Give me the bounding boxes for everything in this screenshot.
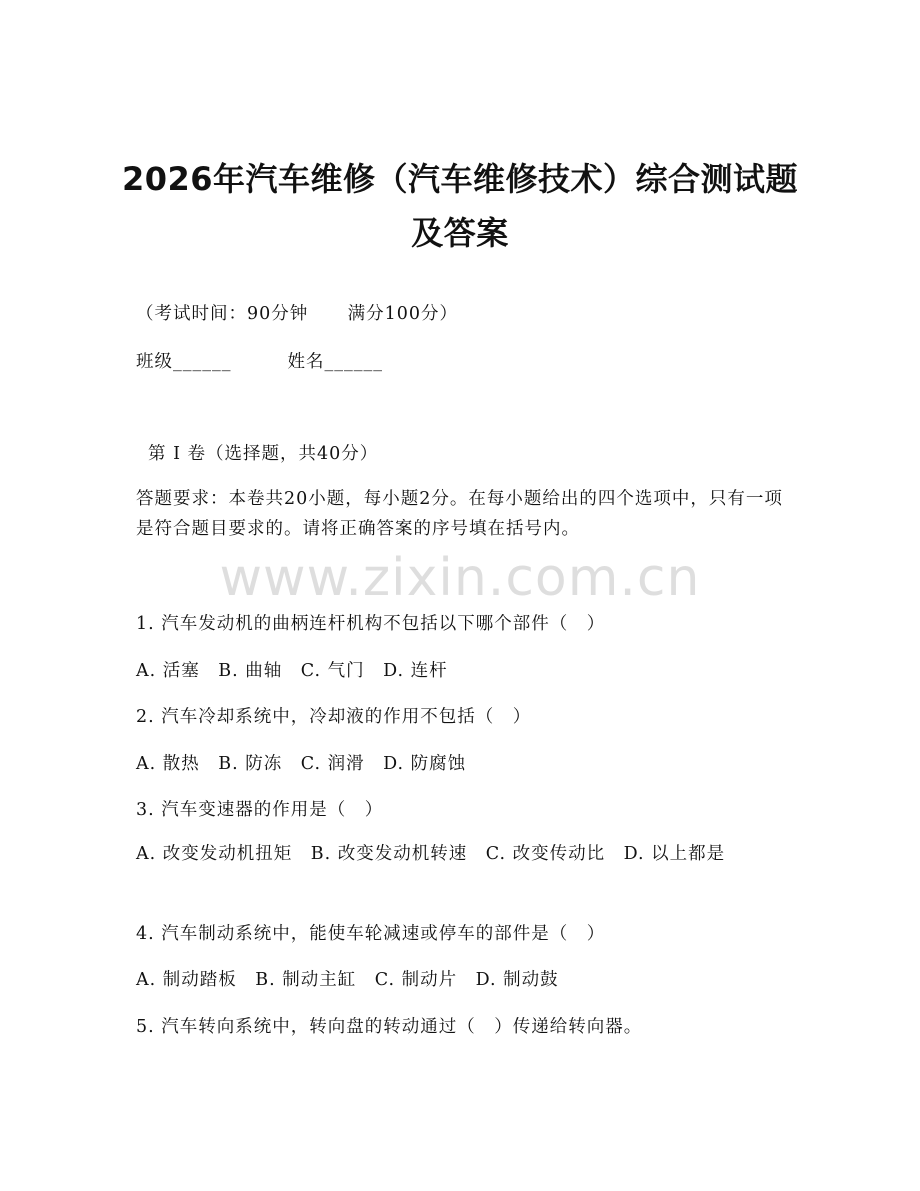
question-1: 1. 汽车发动机的曲柄连杆机构不包括以下哪个部件（ ） [136,614,606,634]
instructions: 答题要求：本卷共20小题，每小题2分。在每小题给出的四个选项中，只有一项是符合题目要求的。请将正确答案的序号填在括号内。 [136,489,783,539]
question-1-options: A. 活塞 B. 曲轴 C. 气门 D. 连杆 [136,661,448,681]
question-2: 2. 汽车冷却系统中，冷却液的作用不包括（ ） [136,707,532,727]
question-4: 4. 汽车制动系统中，能使车轮减速或停车的部件是（ ） [136,924,606,944]
question-3-options: A. 改变发动机扭矩 B. 改变发动机转速 C. 改变传动比 D. 以上都是 [136,844,726,864]
name-field[interactable]: 姓名______ [287,352,383,372]
question-3: 3. 汽车变速器的作用是（ ） [136,800,384,820]
class-field[interactable]: 班级______ [136,352,232,372]
watermark: www.zixin.com.cn [219,548,701,608]
question-5: 5. 汽车转向系统中，转向盘的转动通过（ ）传递给转向器。 [136,1017,643,1037]
section-title: 第 I 卷（选择题，共40分） [148,444,379,464]
student-info-row [136,348,383,373]
question-4-options: A. 制动踏板 B. 制动主缸 C. 制动片 D. 制动鼓 [136,970,559,990]
exam-info: （考试时间：90分钟 满分100分） [136,304,459,324]
question-2-options: A. 散热 B. 防冻 C. 润滑 D. 防腐蚀 [136,754,467,774]
document-title: 2026年汽车维修（汽车维修技术）综合测试题及答案 [121,160,799,252]
